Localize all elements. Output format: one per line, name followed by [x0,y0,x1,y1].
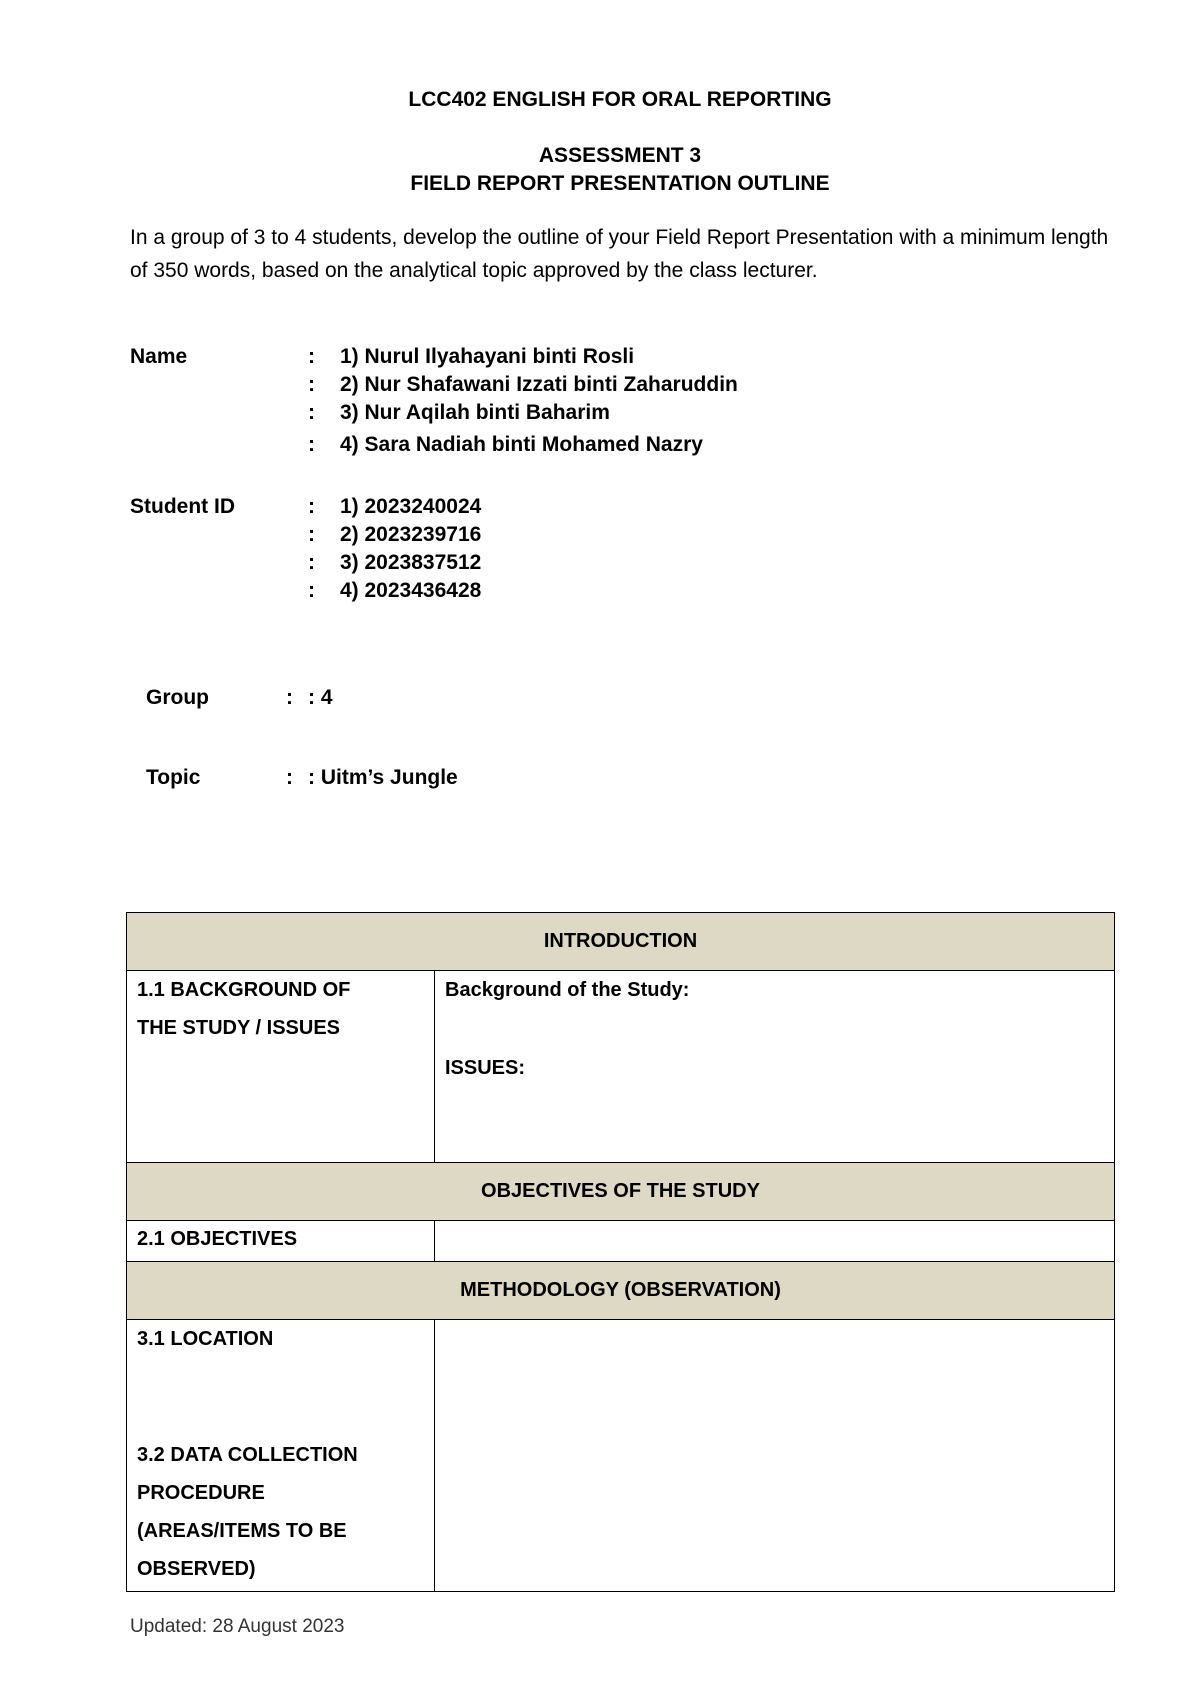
student-name: 3) Nur Aqilah binti Baharim [340,401,610,424]
topic-label: Topic [146,766,201,789]
document-title: FIELD REPORT PRESENTATION OUTLINE [410,172,830,195]
data-collection-label-line: 3.2 DATA COLLECTION [137,1444,358,1466]
objectives-content-cell [435,1221,1115,1262]
course-title: LCC402 ENGLISH FOR ORAL REPORTING [408,88,832,111]
background-label-cell [127,971,435,1163]
methodology-content-cell [435,1320,1115,1592]
objectives-header: OBJECTIVES OF THE STUDY [127,1163,1115,1221]
topic-colon: : [286,766,293,789]
student-id: 1) 2023240024 [340,495,482,518]
methodology-header: METHODOLOGY (OBSERVATION) [127,1262,1115,1320]
updated-date: Updated: 28 August 2023 [130,1616,345,1637]
student-name: 2) Nur Shafawani Izzati binti Zaharuddin [340,373,738,396]
name-label: Name [130,345,188,368]
data-collection-label-line: PROCEDURE [137,1482,265,1504]
data-collection-label-line: OBSERVED) [137,1558,256,1580]
issues-label: ISSUES: [445,1057,526,1079]
location-label: 3.1 LOCATION [137,1328,274,1350]
outline-table [126,912,1115,1592]
objectives-label: 2.1 OBJECTIVES [137,1228,298,1250]
student-id-colon: : [308,495,315,518]
student-id-colon: : [308,523,315,546]
student-name: 1) Nurul Ilyahayani binti Rosli [340,345,635,368]
methodology-label-cell [127,1320,435,1592]
name-colon: : [308,345,315,368]
name-colon: : [308,401,315,424]
name-colon: : [308,373,315,396]
student-id-colon: : [308,579,315,602]
student-id: 2) 2023239716 [340,523,482,546]
topic-value: : Uitm’s Jungle [308,766,458,789]
group-label: Group [146,686,209,709]
assessment-title: ASSESSMENT 3 [538,144,702,167]
background-of-study-label: Background of the Study: [445,979,690,1001]
student-id: 3) 2023837512 [340,551,482,574]
background-label-line: THE STUDY / ISSUES [137,1017,341,1039]
student-id-label: Student ID [130,495,235,518]
background-content-cell [435,971,1115,1163]
data-collection-label-line: (AREAS/ITEMS TO BE [137,1520,347,1542]
background-label-line: 1.1 BACKGROUND OF [137,979,351,1001]
student-id-colon: : [308,551,315,574]
instructions: In a group of 3 to 4 students, develop the outline of your Field Report Presentation with a minimum length of 350 words, based on the analytical topic approved by the class lecturer. [130,226,1109,282]
group-value: : 4 [308,686,333,709]
objectives-label-cell [127,1221,435,1262]
name-colon: : [308,433,315,456]
introduction-header: INTRODUCTION [127,913,1115,971]
student-name: 4) Sara Nadiah binti Mohamed Nazry [340,433,703,456]
group-colon: : [286,686,293,709]
student-id: 4) 2023436428 [340,579,482,602]
